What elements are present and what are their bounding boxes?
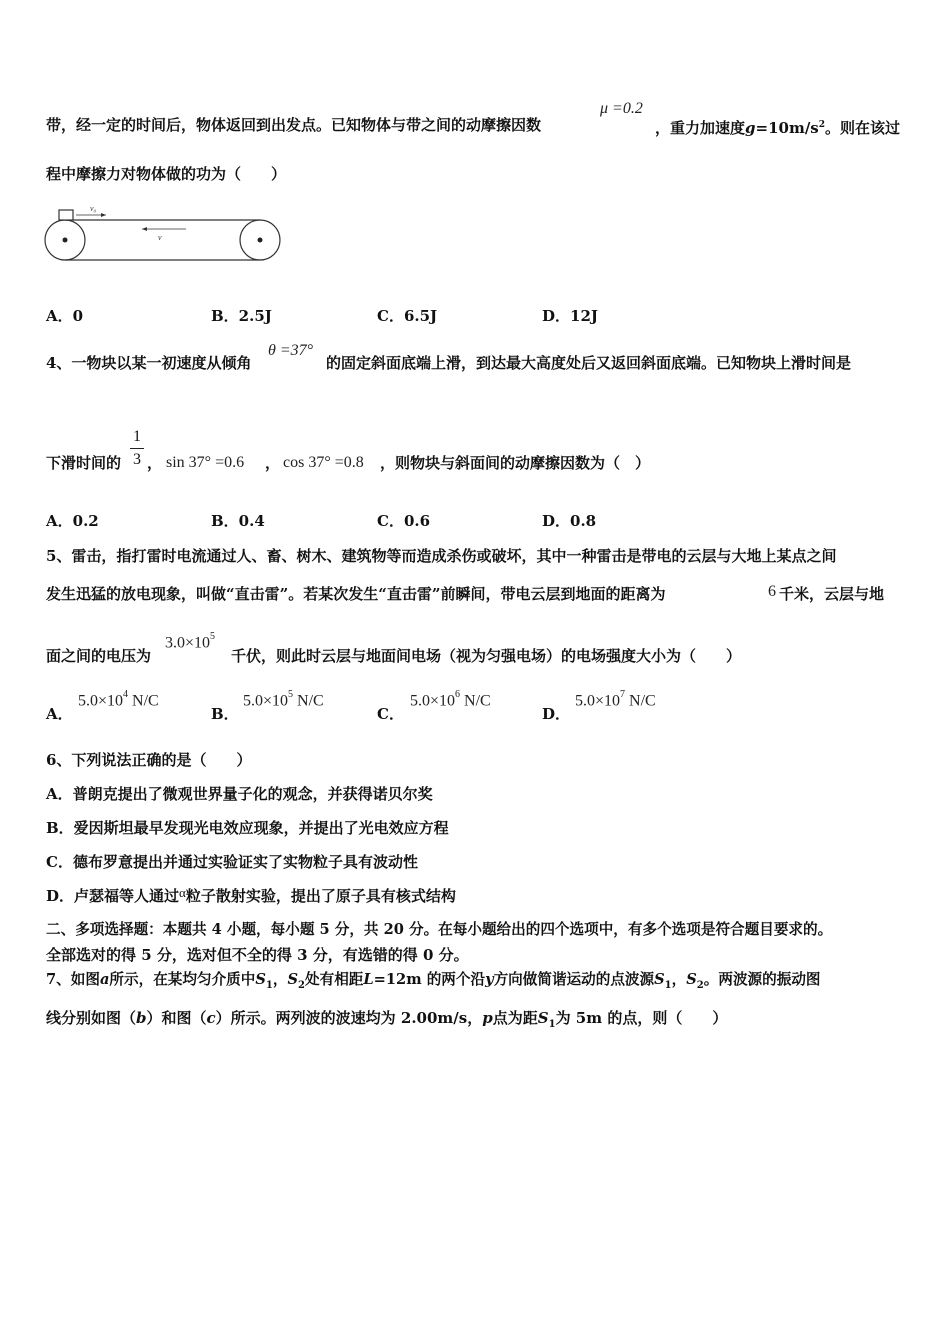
q5-line1: 5、雷击，指打雷时电流通过人、畜、树木、建筑物等而造成杀伤或破坏，其中一种雷击是带电的云层与大地上某点之间 [46,547,837,565]
object-block [59,210,73,220]
voltage-exponent: 5 [210,631,216,642]
s1-sub: 1 [265,979,273,991]
q5-option-d-letter: D． [542,705,571,723]
q3-text-b: ，重力加速度 [655,119,746,137]
v0-label: v₀ [90,204,97,213]
q4-sin-formula: sin 37° =0.6 [166,454,245,471]
q3-text-c: 。则在该过 [825,119,901,137]
fig-a: a [99,971,110,988]
q7-line1 [46,970,821,996]
q5-line2-b: 千米，云层与地 [779,585,885,603]
v-label: v [158,233,162,242]
voltage-base: 3.0×10 [165,634,211,652]
s1-symbol: S [255,971,266,988]
q7-t6: 。两波源的振动图 [703,971,821,988]
q5-option-a-letter: A． [46,705,73,723]
q7-t5: 方向做简谐运动的点波源 [493,971,655,988]
q6-stem: 6、下列说法正确的是（ ） [46,751,252,769]
q7-t2: 所示，在某均匀介质中 [109,971,256,988]
fraction-denominator: 3 [133,451,141,468]
q7-l2-b: ）和图（ [146,1009,207,1027]
g-value: =10m/s [755,119,819,137]
value-exponent: 6 [455,689,461,700]
value-base: 5.0×10 [78,692,124,710]
q4-line2-b: ，则物块与斜面间的动摩擦因数为（ ） [380,454,651,472]
value-base: 5.0×10 [575,692,621,710]
alpha-symbol: α [179,885,186,900]
q5-distance: 6 [768,583,776,600]
value-exponent: 4 [123,689,129,700]
section2-line2: 全部选对的得 5 分，选对但不全的得 3 分，有选错的得 0 分。 [46,946,469,964]
q5-option-b-value [243,691,324,710]
value-unit: N/C [625,692,656,710]
p-symbol: p [482,1009,493,1027]
value-base: 5.0×10 [243,692,289,710]
s1c-symbol: S [537,1009,549,1027]
q7-line2 [46,1008,727,1035]
q4-line2-a: 下滑时间的 [46,454,122,472]
q4-option-b: B．0.4 [211,512,265,530]
q7-t3: 处有相距 [305,971,364,988]
right-pulley [240,220,280,260]
q4-option-d: D．0.8 [542,512,597,530]
q3-line1-b [655,115,900,138]
q7-l2-a: 线分别如图（ [46,1009,137,1027]
q4-sep-1: ， [147,454,163,472]
q3-line2: 程中摩擦力对物体做的功为（ ） [46,165,287,183]
q4-line1-b: 的固定斜面底端上滑，到达最大高度处后又返回斜面底端。已知物块上滑时间是 [326,354,852,372]
g-symbol: g [745,119,756,137]
value-exponent: 5 [288,689,294,700]
q7-comma: ， [272,971,288,988]
q3-option-c: C．6.5J [377,307,438,325]
q4-line1-a: 4、一物块以某一初速度从倾角 [46,354,252,372]
q5-voltage [165,633,215,652]
s2-sub: 2 [298,979,305,991]
s2b-symbol: S [686,971,697,988]
q3-option-a: A．0 [46,307,84,325]
fig-b: b [136,1009,147,1027]
q4-cos-formula: cos 37° =0.8 [283,454,364,471]
q7-t1: 7、如图 [46,971,100,988]
q3-mu-formula: μ =0.2 [600,100,643,117]
q4-fraction [130,428,144,469]
q5-option-c-letter: C． [377,705,404,723]
q6-option-c: C．德布罗意提出并通过实验证实了实物粒子具有波动性 [46,853,418,871]
q4-theta-formula: θ =37° [268,342,314,359]
q5-line3-b: 千伏，则此时云层与地面间电场（视为匀强电场）的电场强度大小为（ ） [231,647,742,665]
q7-l2-e: 为 5m 的点，则（ ） [555,1009,728,1027]
value-unit: N/C [128,692,159,710]
l-symbol: L [363,971,374,988]
value-unit: N/C [460,692,491,710]
q4-sep-2: ， [265,454,281,472]
q5-line2-a: 发生迅猛的放电现象，叫做“直击雷”。若某次发生“直击雷”前瞬间，带电云层到地面的距离为 [46,585,666,603]
fig-c: c [206,1009,216,1027]
q3-option-b: B．2.5J [211,307,272,325]
q6-option-b: B．爱因斯坦最早发现光电效应现象，并提出了光电效应方程 [46,819,449,837]
option-d-text-a: D．卢瑟福等人通过 [46,887,180,905]
q5-option-d-value [575,691,656,710]
s2b-sub: 2 [696,979,704,991]
q3-line1 [46,115,541,135]
s1c-sub: 1 [548,1019,556,1030]
value-base: 5.0×10 [410,692,456,710]
option-d-text-b: 粒子散射实验，提出了原子具有核式结构 [185,887,456,905]
section2-line1: 二、多项选择题：本题共 4 小题，每小题 5 分，共 20 分。在每小题给出的四个选项中，有多个选项是符合题目要求的。 [46,921,833,938]
y-symbol: y [485,971,494,988]
q3-text-a: 带，经一定的时间后，物体返回到出发点。已知物体与带之间的动摩擦因数 [46,116,542,134]
conveyor-belt-diagram [44,200,289,270]
q7-l2-d: 点为距 [492,1009,538,1027]
q6-option-a: A．普朗克提出了微观世界量子化的观念，并获得诺贝尔奖 [46,785,433,803]
q7-l2-c: ）所示。两列波的波速均为 2.00m/s， [215,1009,483,1027]
q5-option-a-value [78,691,159,710]
value-exponent: 7 [620,689,626,700]
s2-symbol: S [287,971,299,988]
q7-t4: =12m 的两个沿 [373,971,486,988]
q4-option-c: C．0.6 [377,512,431,530]
s1b-symbol: S [654,971,665,988]
fraction-numerator: 1 [133,428,141,445]
q5-option-b-letter: B． [211,705,239,723]
q5-option-c-value [410,691,491,710]
left-pulley [45,220,85,260]
q6-option-d [46,886,456,907]
s1b-sub: 1 [664,979,672,991]
value-unit: N/C [293,692,324,710]
g-exponent: 2 [818,120,826,130]
q7-comma2: ， [671,971,687,988]
q4-option-a: A．0.2 [46,512,99,530]
q3-option-d: D．12J [542,307,598,325]
q5-line3-a: 面之间的电压为 [46,647,152,665]
